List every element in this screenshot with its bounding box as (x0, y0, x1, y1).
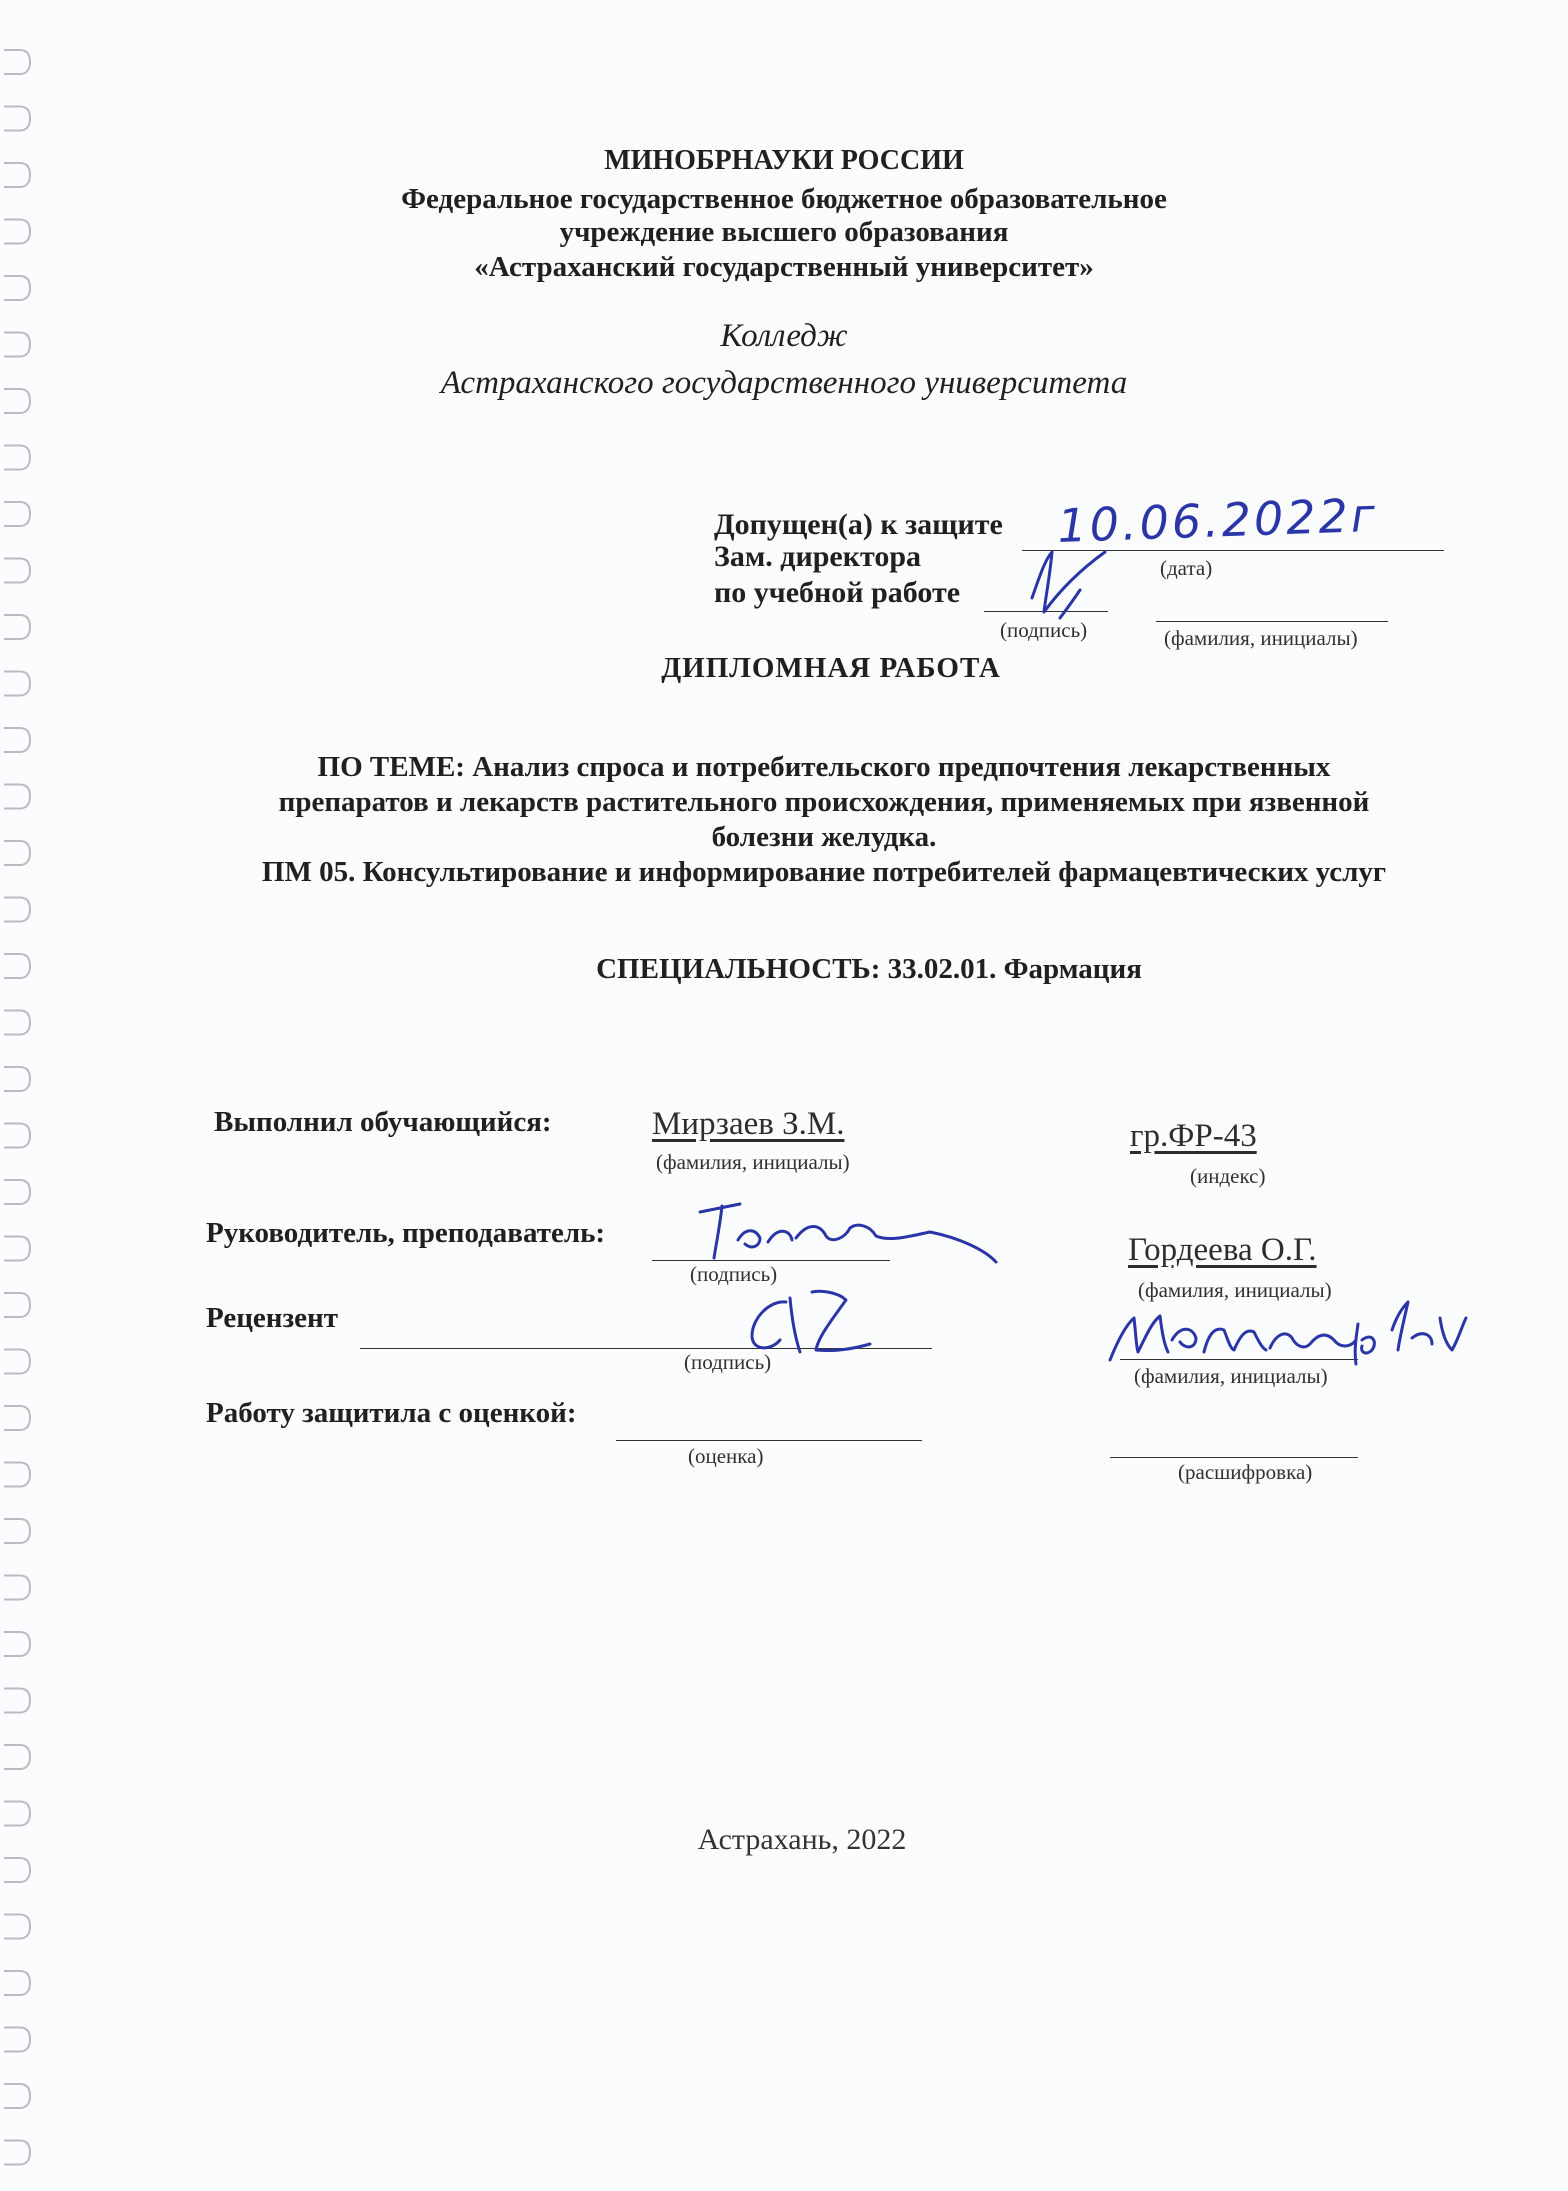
reviewer-signature (752, 1291, 870, 1352)
supervisor-signature-line (652, 1260, 890, 1261)
binding-punch-hole (4, 50, 30, 74)
binding-punch-hole (4, 1350, 30, 1374)
specialty: СПЕЦИАЛЬНОСТЬ: 33.02.01. Фармация (596, 953, 1142, 985)
ministry-heading: МИНОБРНАУКИ РОССИИ (604, 145, 964, 176)
binding-punch-hole (4, 1858, 30, 1882)
grade-caption: (оценка) (688, 1444, 764, 1468)
binding-punch-hole (4, 898, 30, 922)
decoding-caption: (расшифровка) (1178, 1460, 1313, 1484)
decoding-line (1110, 1457, 1358, 1458)
topic-line-1: ПО ТЕМЕ: Анализ спроса и потребительского предпочтения лекарственных (317, 751, 1331, 783)
binding-punch-hole (4, 502, 30, 526)
topic-module: ПМ 05. Консультирование и информирование потребителей фармацевтических услуг (261, 856, 1387, 888)
binding-punch-hole (4, 841, 30, 865)
binding-punch-hole (4, 446, 30, 470)
deputy-label-1: Зам. директора (714, 540, 922, 573)
supervisor-signature-caption: (подпись) (690, 1262, 778, 1286)
footer-city-year: Астрахань, 2022 (697, 1823, 907, 1856)
binding-punch-hole (4, 559, 30, 583)
date-line (1022, 550, 1444, 551)
reviewer-name-line (1120, 1359, 1358, 1360)
binding-punch-hole (4, 2141, 30, 2165)
binding-punch-hole (4, 1745, 30, 1769)
supervisor-label: Руководитель, преподаватель: (206, 1217, 606, 1249)
deputy-label-2: по учебной работе (714, 576, 961, 609)
deputy-signature-caption: (подпись) (1000, 618, 1088, 642)
university-name: «Астраханский государственный университет» (474, 251, 1094, 283)
binding-punch-hole (4, 1632, 30, 1656)
org-line-2: учреждение высшего образования (559, 216, 1009, 248)
admission-date-handwritten: 10.06.2022г (1056, 487, 1379, 553)
college-line-2: Астраханского государственного университета (440, 365, 1128, 401)
binding-punch-hole (4, 785, 30, 809)
reviewer-name-caption: (фамилия, инициалы) (1134, 1364, 1328, 1388)
binding-punch-hole (4, 954, 30, 978)
deputy-name-line (1156, 621, 1388, 622)
binding-punch-hole (4, 1180, 30, 1204)
deputy-signature-line (984, 611, 1108, 612)
binding-punch-hole (4, 1971, 30, 1995)
supervisor-name: Гордеева О.Г. (1128, 1232, 1317, 1268)
binding-punch-hole (4, 2084, 30, 2108)
binding-punch-hole (4, 1067, 30, 1091)
org-line-1: Федеральное государственное бюджетное образовательное (401, 183, 1167, 215)
grade-line (616, 1440, 922, 1441)
binding-punch-hole (4, 1124, 30, 1148)
binding-punch-hole (4, 615, 30, 639)
reviewer-name-handwritten (1110, 1302, 1466, 1364)
supervisor-name-caption: (фамилия, инициалы) (1138, 1278, 1332, 1302)
reviewer-label: Рецензент (206, 1302, 338, 1334)
binding-punch-hole (4, 728, 30, 752)
topic-line-2: препаратов и лекарств растительного происхождения, применяемых при язвенной (278, 786, 1370, 818)
binding-punch-hole (4, 1915, 30, 1939)
deputy-name-caption: (фамилия, инициалы) (1164, 626, 1358, 650)
college-line-1: Колледж (720, 318, 848, 354)
defense-label: Работу защитила с оценкой: (206, 1397, 577, 1429)
admitted-label: Допущен(а) к защите (714, 508, 1003, 541)
binding-punch-hole (4, 1237, 30, 1261)
reviewer-signature-caption: (подпись) (684, 1350, 772, 1374)
binding-punch-hole (4, 1406, 30, 1430)
author-label: Выполнил обучающийся: (214, 1106, 552, 1138)
binding-punch-hole (4, 2028, 30, 2052)
binding-punch-hole (4, 1689, 30, 1713)
work-type-title: ДИПЛОМНАЯ РАБОТА (661, 652, 1001, 684)
author-group-caption: (индекс) (1190, 1164, 1266, 1188)
binding-punch-hole (4, 672, 30, 696)
binding-punch-hole (4, 107, 30, 131)
author-name-caption: (фамилия, инициалы) (656, 1150, 850, 1174)
binding-punch-hole (4, 1463, 30, 1487)
date-caption: (дата) (1160, 556, 1213, 580)
reviewer-signature-line (360, 1348, 932, 1349)
deputy-signature (1032, 552, 1105, 618)
binding-punch-hole (4, 1576, 30, 1600)
binding-punch-hole (4, 1293, 30, 1317)
author-group: гр.ФР-43 (1130, 1118, 1257, 1154)
binding-punch-hole (4, 1802, 30, 1826)
supervisor-signature (700, 1204, 996, 1262)
author-name: Мирзаев З.М. (652, 1106, 845, 1142)
binding-punch-hole (4, 1011, 30, 1035)
binding-punch-hole (4, 1519, 30, 1543)
topic-line-3: болезни желудка. (711, 821, 937, 853)
